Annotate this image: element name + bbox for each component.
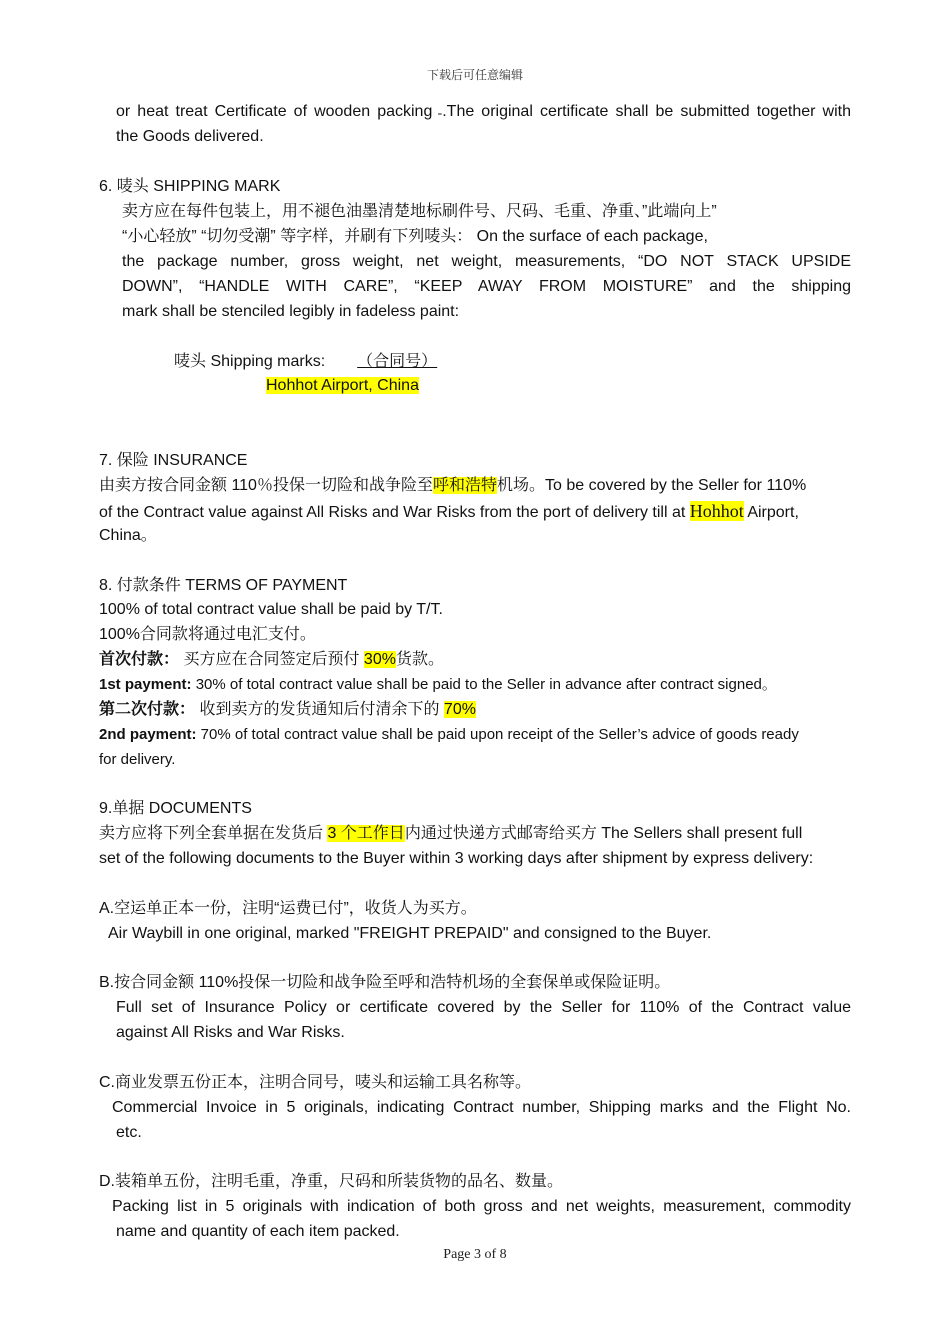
intro-line-2: the Goods delivered. xyxy=(116,128,264,145)
section-8-heading: 8. 付款条件 TERMS OF PAYMENT xyxy=(99,577,348,594)
second-payment-cn xyxy=(99,700,476,720)
destination-highlight: Hohhot Airport, China xyxy=(266,377,419,394)
doc-d-en-2: name and quantity of each item packed. xyxy=(116,1223,400,1240)
section-7-heading: 7. 保险 INSURANCE xyxy=(99,452,248,469)
s7-highlight-hohhot-cn: 呼和浩特 xyxy=(432,477,497,494)
first-payment-en xyxy=(99,675,777,695)
s7-text-2: of the Contract value against All Risks and War Risks from the port of delivery till at xyxy=(99,504,686,521)
s9-line-1 xyxy=(99,824,802,844)
first-payment-text-end: 货款。 xyxy=(395,651,444,668)
intro-line-1 xyxy=(116,102,851,123)
s8-line-1: 100% of total contract value shall be paid by T/T. xyxy=(99,601,443,618)
shipping-marks-label: 唛头 Shipping marks: xyxy=(174,353,326,370)
doc-b-en-1: Full set of Insurance Policy or certificate covered by the Seller for 110% of the Contract value xyxy=(116,999,851,1016)
s6-line-4: DOWN”, “HANDLE WITH CARE”, “KEEP AWAY FROM MOISTURE” and the shipping xyxy=(122,278,851,295)
s9-text-cont: 内通过快递方式邮寄给买方 The Sellers shall present full xyxy=(404,825,803,842)
s9-highlight-days: 3 个工作日 xyxy=(327,825,405,842)
second-payment-text: 收到卖方的发货通知后付清余下的 xyxy=(195,701,444,718)
doc-a-en: Air Waybill in one original, marked "FREIGHT PREPAID" and consigned to the Buyer. xyxy=(108,925,712,942)
page-footer: Page 3 of 8 xyxy=(443,1247,507,1262)
second-payment-en-2: for delivery. xyxy=(99,751,176,768)
doc-b-en-2: against All Risks and War Risks. xyxy=(116,1024,345,1041)
s9-line-2: set of the following documents to the Buyer within 3 working days after shipment by express delivery: xyxy=(99,850,814,867)
contract-number-placeholder: （合同号） xyxy=(357,353,438,370)
first-payment-en-label: 1st payment: xyxy=(99,676,192,693)
first-payment-text: 买方应在合同签定后预付 xyxy=(179,651,364,668)
page-header: 下载后可任意编辑 xyxy=(426,68,523,82)
s7-text: 由卖方按合同金额 110％投保一切险和战争险至 xyxy=(99,477,433,494)
doc-d-cn: D.装箱单五份，注明毛重，净重，尺码和所装货物的品名、数量。 xyxy=(99,1173,564,1190)
doc-c-en-2: etc. xyxy=(116,1124,142,1141)
doc-c-en-1: Commercial Invoice in 5 originals, indicating Contract number, Shipping marks and the Flight No. xyxy=(112,1099,851,1116)
s7-line-2 xyxy=(99,501,799,523)
s7-highlight-hohhot: Hohhot xyxy=(689,501,744,521)
shipping-mark-destination xyxy=(266,376,419,396)
s7-text-cont: 机场。To be covered by the Seller for 110% xyxy=(496,477,807,494)
second-payment-en-label: 2nd payment: xyxy=(99,726,197,743)
second-payment-en-text: 70% of total contract value shall be paid upon receipt of the Seller’s advice of goods ready xyxy=(196,726,799,743)
doc-d-en-1: Packing list in 5 originals with indication of both gross and net weights, measurement, commodity xyxy=(112,1198,851,1215)
shipping-marks-row xyxy=(174,352,455,372)
second-payment-percent: 70% xyxy=(443,701,476,718)
s8-line-2: 100%合同款将通过电汇支付。 xyxy=(99,626,316,643)
intro-mark: ₌ xyxy=(432,108,443,118)
first-payment-cn xyxy=(99,650,444,670)
doc-a-cn: A.空运单正本一份，注明“运费已付”，收货人为买方。 xyxy=(99,900,477,917)
intro-text: or heat treat Certificate of wooden packing xyxy=(116,103,433,120)
first-payment-label: 首次付款： xyxy=(99,651,180,668)
s6-line-5: mark shall be stenciled legibly in fadeless paint: xyxy=(122,303,460,320)
first-payment-en-text: 30% of total contract value shall be paid to the Seller in advance after contract signed。 xyxy=(191,676,777,693)
second-payment-label: 第二次付款： xyxy=(99,701,196,718)
section-9-heading: 9.单据 DOCUMENTS xyxy=(99,800,252,817)
s6-line-2: “小心轻放” “切勿受潮” 等字样，并刷有下列唛头： On the surface of each package, xyxy=(122,228,708,245)
s7-text-2b: Airport, xyxy=(747,504,799,521)
second-payment-en xyxy=(99,725,799,745)
s9-text: 卖方应将下列全套单据在发货后 xyxy=(99,825,328,842)
contract-number-field xyxy=(339,352,455,372)
doc-b-cn: B.按合同金额 110%投保一切险和战争险至呼和浩特机场的全套保单或保险证明。 xyxy=(99,974,671,991)
doc-c-cn: C.商业发票五份正本，注明合同号，唛头和运输工具名称等。 xyxy=(99,1074,532,1091)
s7-line-1 xyxy=(99,476,806,496)
intro-text-cont: .The original certificate shall be submitted together with xyxy=(442,103,851,120)
s7-line-3: China。 xyxy=(99,527,157,544)
s6-line-1: 卖方应在每件包装上，用不褪色油墨清楚地标刷件号、尺码、毛重、净重、”此端向上” xyxy=(122,203,717,220)
section-6-heading: 6. 唛头 SHIPPING MARK xyxy=(99,178,281,195)
first-payment-percent: 30% xyxy=(363,651,396,668)
s6-line-3: the package number, gross weight, net weight, measurements, “DO NOT STACK UPSIDE xyxy=(122,253,851,270)
